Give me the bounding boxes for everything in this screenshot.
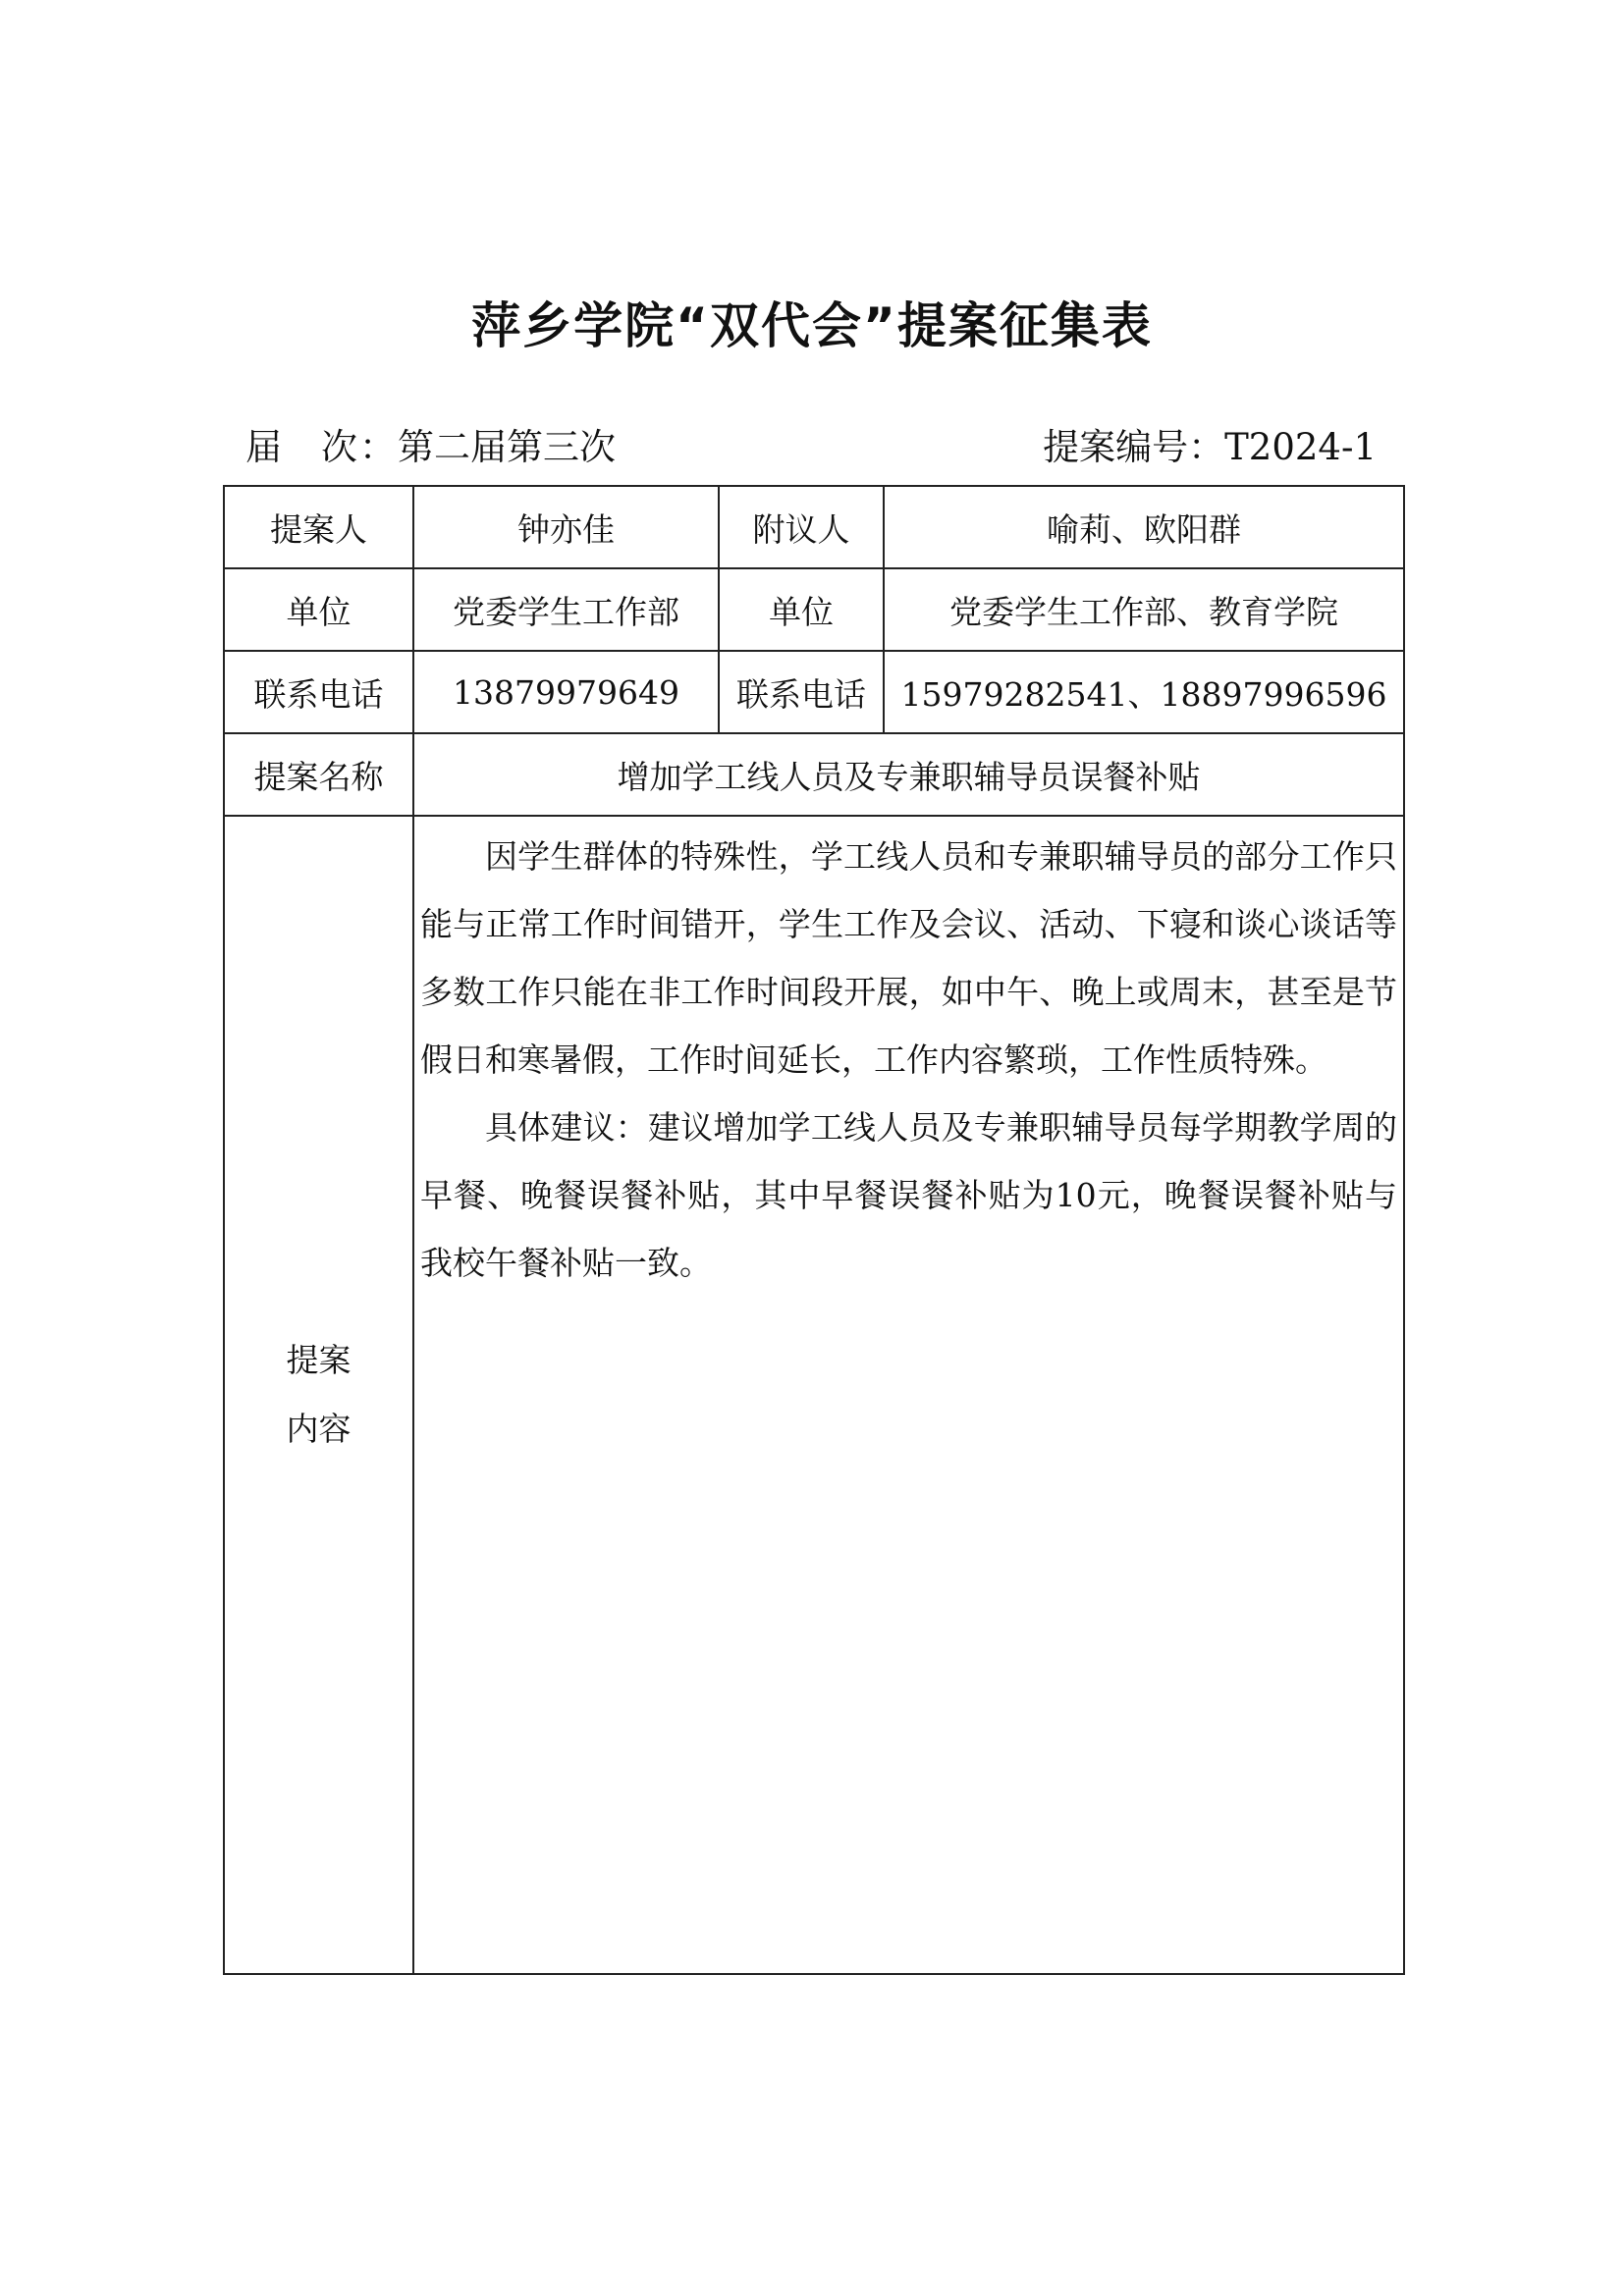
proposal-content-row xyxy=(224,816,1404,1974)
proposer-phone-value: 13879979649 xyxy=(413,651,719,733)
content-label-line2: 内容 xyxy=(286,1410,352,1448)
seconder-label: 附议人 xyxy=(719,486,884,568)
form-title: 萍乡学院“双代会”提案征集表 xyxy=(471,297,1153,354)
proposal-form-table xyxy=(223,485,1405,1975)
proposal-number-value: T2024-1 xyxy=(1224,426,1377,468)
proposal-number-info xyxy=(1043,417,1377,470)
seconder-value: 喻莉、欧阳群 xyxy=(884,486,1404,568)
seconder-phone-value: 15979282541、18897996596 xyxy=(884,651,1404,733)
session-value: 第二届第三次 xyxy=(398,426,616,468)
phone-row xyxy=(224,651,1404,733)
session-info xyxy=(245,417,616,470)
proposal-content-body xyxy=(413,816,1404,1974)
proposer-phone-label: 联系电话 xyxy=(224,651,413,733)
seconder-unit-label: 单位 xyxy=(719,568,884,651)
proposer-unit-label: 单位 xyxy=(224,568,413,651)
seconder-phone-label: 联系电话 xyxy=(719,651,884,733)
session-label: 届 次： xyxy=(245,426,398,468)
content-label-line1: 提案 xyxy=(286,1341,352,1379)
content-paragraph: 因学生群体的特殊性，学工线人员和专兼职辅导员的部分工作只能与正常工作时间错开，学生工作及会议、活动、下寝和谈心谈话等多数工作只能在非工作时间段开展，如中午、晚上或周末，甚至是节假日和寒暑假，工作时间延长，工作内容繁琐，工作性质特殊。 xyxy=(420,837,1397,1079)
proposer-row xyxy=(224,486,1404,568)
seconder-unit-value: 党委学生工作部、教育学院 xyxy=(884,568,1404,651)
proposal-name-row xyxy=(224,733,1404,816)
proposal-content-label xyxy=(224,816,413,1974)
proposal-number-label: 提案编号： xyxy=(1043,426,1225,468)
proposal-name-value: 增加学工线人员及专兼职辅导员误餐补贴 xyxy=(413,733,1404,816)
proposer-value: 钟亦佳 xyxy=(413,486,719,568)
unit-row xyxy=(224,568,1404,651)
proposer-label: 提案人 xyxy=(224,486,413,568)
content-paragraph: 具体建议：建议增加学工线人员及专兼职辅导员每学期教学周的早餐、晚餐误餐补贴，其中早餐误餐补贴为10元，晚餐误餐补贴与我校午餐补贴一致。 xyxy=(420,1108,1397,1282)
proposer-unit-value: 党委学生工作部 xyxy=(413,568,719,651)
proposal-name-label: 提案名称 xyxy=(224,733,413,816)
